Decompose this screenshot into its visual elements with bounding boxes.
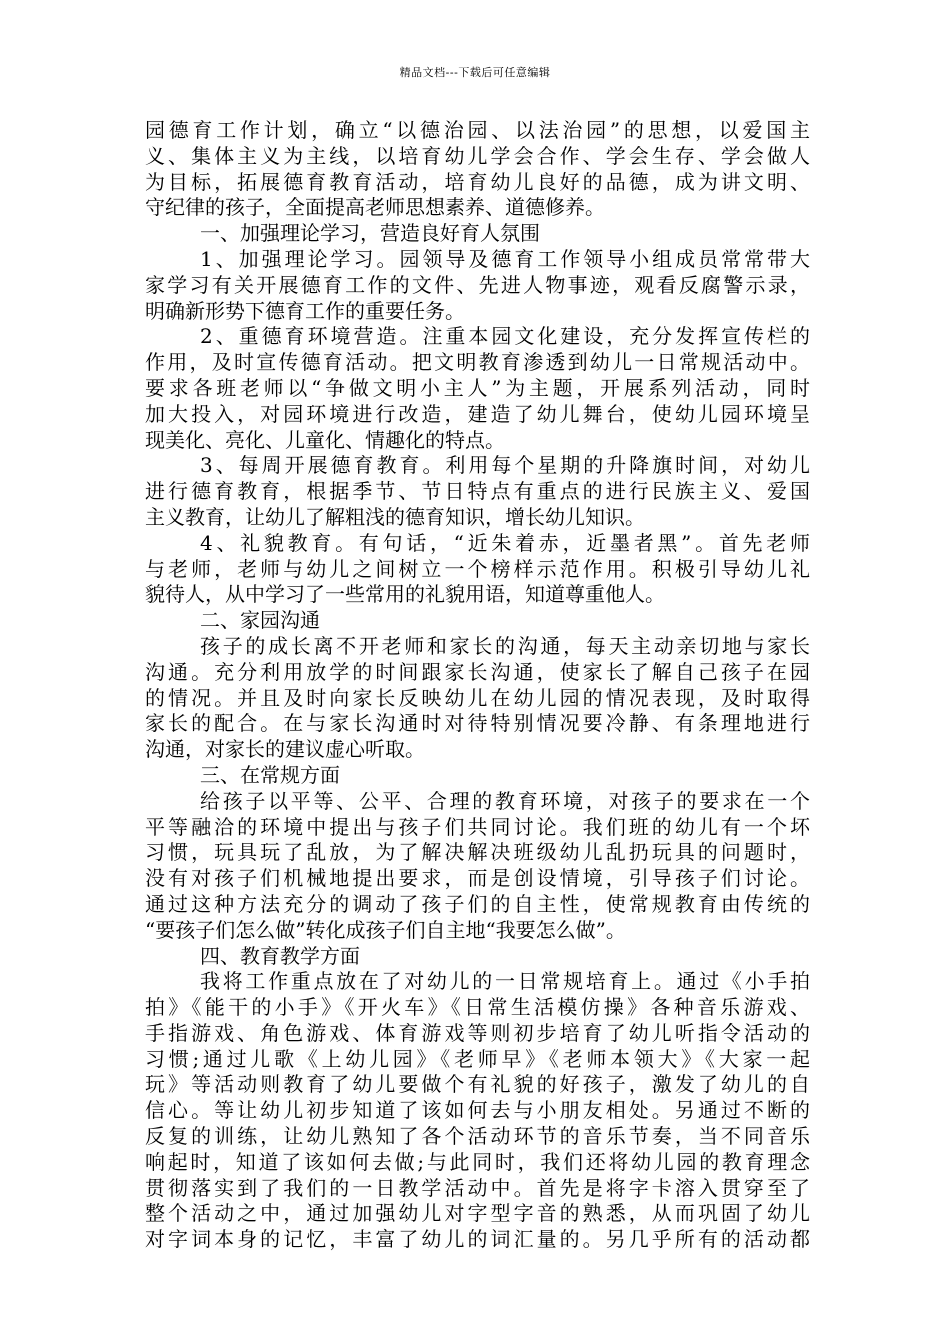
text-line: 与老师，老师与幼儿之间树立一个榜样示范作用。积极引导幼儿礼: [145, 556, 810, 581]
text-line: 守纪律的孩子，全面提高老师思想素养、道德修养。: [145, 195, 605, 220]
text-line: 现美化、亮化、儿童化、情趣化的特点。: [145, 427, 505, 452]
text-line: 对字词本身的记忆，丰富了幼儿的词汇量的。另几乎所有的活动都: [145, 1227, 810, 1252]
text-line: 响起时，知道了该如何去做;与此同时，我们还将幼儿园的教育理念: [145, 1149, 810, 1174]
text-line: 玩》等活动则教育了幼儿要做个有礼貌的好孩子，激发了幼儿的自: [145, 1072, 810, 1097]
text-line: 孩子的成长离不开老师和家长的沟通，每天主动亲切地与家长: [200, 633, 810, 658]
text-line: 整个活动之中，通过加强幼儿对字型字音的熟悉，从而巩固了幼儿: [145, 1201, 810, 1226]
text-line: 4、礼貌教育。有句话，“近朱着赤，近墨者黑”。首先老师: [200, 530, 810, 555]
text-line: 家长的配合。在与家长沟通时对待特别情况要冷静、有条理地进行: [145, 711, 810, 736]
text-line: 反复的训练，让幼儿熟知了各个活动环节的音乐节奏，当不同音乐: [145, 1124, 810, 1149]
text-line: 的情况。并且及时向家长反映幼儿在幼儿园的情况表现，及时取得: [145, 685, 810, 710]
text-line: 3、每周开展德育教育。利用每个星期的升降旗时间，对幼儿: [200, 453, 810, 478]
text-line: 作用，及时宣传德育活动。把文明教育渗透到幼儿一日常规活动中。: [145, 350, 810, 375]
document-body: [145, 118, 810, 1253]
text-line: 加大投入，对园环境进行改造，建造了幼儿舞台，使幼儿园环境呈: [145, 401, 810, 426]
text-line: 给孩子以平等、公平、合理的教育环境，对孩子的要求在一个: [200, 788, 810, 813]
text-line: 贯彻落实到了我们的一日教学活动中。首先是将字卡溶入贯穿至了: [145, 1175, 810, 1200]
text-line: 要求各班老师以“争做文明小主人”为主题，开展系列活动，同时: [145, 375, 810, 400]
text-line: 习惯，玩具玩了乱放，为了解决解决班级幼儿乱扔玩具的问题时，: [145, 840, 810, 865]
text-line: 手指游戏、角色游戏、体育游戏等则初步培育了幼儿听指令活动的: [145, 1020, 810, 1045]
text-line: 信心。等让幼儿初步知道了该如何去与小朋友相处。另通过不断的: [145, 1098, 810, 1123]
text-line: 一、加强理论学习，营造良好育人氛围: [200, 221, 540, 246]
text-line: 为目标，拓展德育教育活动，培育幼儿良好的品德，成为讲文明、: [145, 169, 810, 194]
text-line: 习惯;通过儿歌《上幼儿园》《老师早》《老师本领大》《大家一起: [145, 1046, 810, 1071]
text-line: 进行德育教育，根据季节、节日特点有重点的进行民族主义、爱国: [145, 479, 810, 504]
text-line: 2、重德育环境营造。注重本园文化建设，充分发挥宣传栏的: [200, 324, 810, 349]
text-line: 通过这种方法充分的调动了孩子们的自主性，使常规教育由传统的: [145, 891, 810, 916]
text-line: 沟通，对家长的建议虚心听取。: [145, 737, 425, 762]
text-line: 沟通。充分利用放学的时间跟家长沟通，使家长了解自己孩子在园: [145, 659, 810, 684]
text-line: 明确新形势下德育工作的重要任务。: [145, 298, 465, 323]
text-line: 二、家园沟通: [200, 608, 320, 633]
text-line: 平等融洽的环境中提出与孩子们共同讨论。我们班的幼儿有一个坏: [145, 814, 810, 839]
page-header: 精品文档---下载后可任意编辑: [399, 66, 551, 79]
text-line: 园德育工作计划，确立“以德治园、以法治园”的思想，以爱国主: [145, 118, 810, 142]
text-line: 我将工作重点放在了对幼儿的一日常规培育上。通过《小手拍: [200, 969, 810, 994]
text-line: 1、加强理论学习。园领导及德育工作领导小组成员常常带大: [200, 246, 810, 271]
text-line: 家学习有关开展德育工作的文件、先进人物事迹，观看反腐警示录，: [145, 272, 810, 297]
text-line: 四、教育教学方面: [200, 943, 360, 968]
text-line: 貌待人，从中学习了一些常用的礼貌用语，知道尊重他人。: [145, 582, 665, 607]
text-line: “要孩子们怎么做”转化成孩子们自主地“我要怎么做”。: [145, 917, 626, 942]
text-line: 义、集体主义为主线，以培育幼儿学会合作、学会生存、学会做人: [145, 143, 810, 168]
text-line: 三、在常规方面: [200, 762, 340, 787]
text-line: 没有对孩子们机械地提出要求，而是创设情境，引导孩子们讨论。: [145, 866, 810, 891]
text-line: 主义教育，让幼儿了解粗浅的德育知识，增长幼儿知识。: [145, 504, 645, 529]
text-line: 拍》《能干的小手》《开火车》《日常生活模仿操》各种音乐游戏、: [145, 995, 810, 1020]
